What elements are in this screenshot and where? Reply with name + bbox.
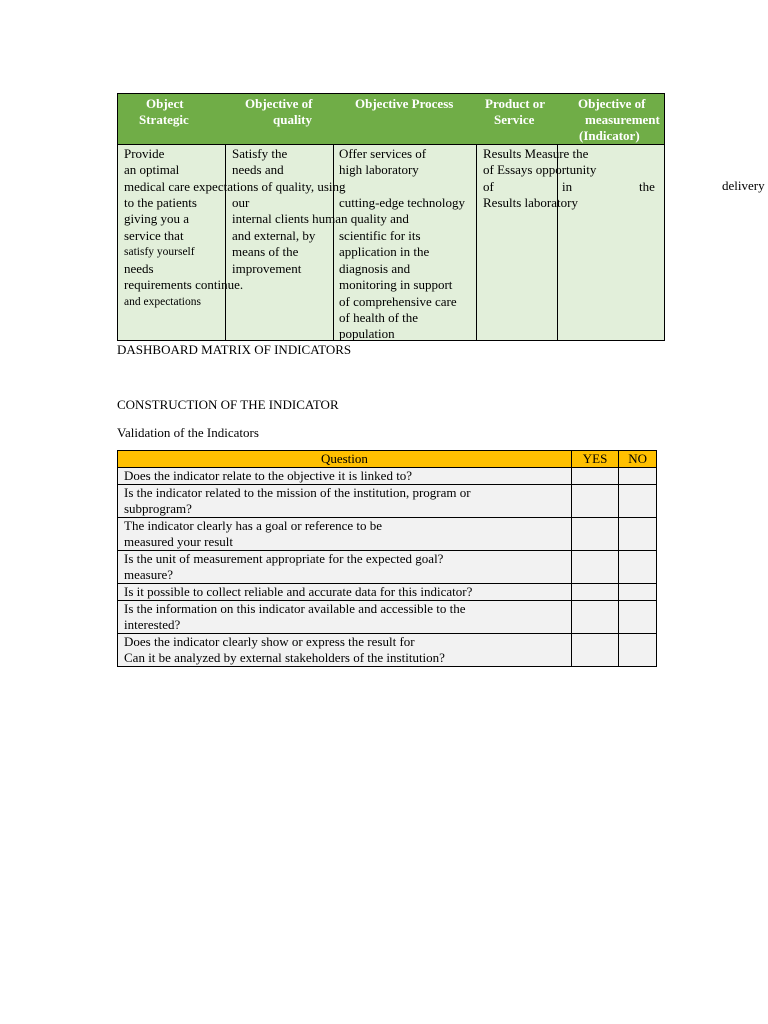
question-line: Can it be analyzed by external stakeholders of the institution? bbox=[124, 650, 445, 665]
question-line: Does the indicator relate to the objective it is linked to? bbox=[124, 468, 413, 483]
question-line: subprogram? bbox=[124, 501, 192, 516]
question-cell bbox=[118, 468, 572, 485]
col1-line: an optimal bbox=[124, 162, 180, 177]
col4-line: of Essays opportunity bbox=[483, 162, 597, 177]
col2-line: and external, by bbox=[232, 228, 316, 243]
question-cell bbox=[118, 584, 572, 601]
header-product-service-1: Product or bbox=[485, 96, 546, 111]
col3-line: population bbox=[339, 326, 395, 341]
no-cell[interactable] bbox=[619, 601, 657, 634]
validation-heading: Validation of the Indicators bbox=[117, 425, 259, 440]
question-cell bbox=[118, 634, 572, 667]
col2-line: means of the bbox=[232, 244, 299, 259]
col3-line: monitoring in support bbox=[339, 277, 453, 292]
dashboard-matrix-heading: DASHBOARD MATRIX OF INDICATORS bbox=[117, 342, 352, 357]
col1-line: requirements continue. bbox=[124, 277, 244, 292]
question-cell bbox=[118, 601, 572, 634]
col1-line: giving you a bbox=[124, 211, 189, 226]
col1-line: and expectations bbox=[124, 296, 201, 308]
question-cell bbox=[118, 518, 572, 551]
question-line: measure? bbox=[124, 567, 174, 582]
col3-line: scientific for its bbox=[339, 228, 421, 243]
construction-heading: CONSTRUCTION OF THE INDICATOR bbox=[117, 397, 339, 412]
validation-table bbox=[117, 450, 657, 667]
col3-line: Offer services of bbox=[339, 146, 427, 161]
header-question: Question bbox=[118, 451, 572, 468]
header-no: NO bbox=[619, 451, 657, 468]
col1-line: satisfy yourself bbox=[124, 246, 195, 258]
col4-line: of bbox=[483, 179, 494, 194]
header-objective-quality-2: quality bbox=[273, 112, 313, 127]
question-line: measured your result bbox=[124, 534, 234, 549]
yes-cell[interactable] bbox=[571, 584, 618, 601]
col4-justified-word: the bbox=[639, 179, 655, 194]
table-row bbox=[118, 485, 657, 518]
col1-line: Provide bbox=[124, 146, 165, 161]
question-cell bbox=[118, 485, 572, 518]
header-product-service-2: Service bbox=[494, 112, 535, 127]
question-line: Is the indicator related to the mission of the institution, program or bbox=[124, 485, 471, 500]
no-cell[interactable] bbox=[619, 584, 657, 601]
header-yes: YES bbox=[571, 451, 618, 468]
header-objective-quality-1: Objective of bbox=[245, 96, 313, 111]
overflow-word-delivery: delivery bbox=[722, 178, 765, 193]
col3-line: cutting-edge technology bbox=[339, 195, 465, 210]
table-row bbox=[118, 601, 657, 634]
column-divider bbox=[225, 144, 226, 341]
question-line: The indicator clearly has a goal or reference to be bbox=[124, 518, 383, 533]
header-object-strategic-2: Strategic bbox=[139, 112, 189, 127]
question-line: Is the unit of measurement appropriate for the expected goal? bbox=[124, 551, 444, 566]
header-objective-process: Objective Process bbox=[355, 96, 454, 111]
col4-justified-word: in bbox=[562, 179, 573, 194]
indicator-matrix-table bbox=[117, 93, 665, 341]
table-row bbox=[118, 518, 657, 551]
col3-line: high laboratory bbox=[339, 162, 419, 177]
table-row bbox=[118, 551, 657, 584]
table-row bbox=[118, 634, 657, 667]
col2-line: Satisfy the bbox=[232, 146, 288, 161]
no-cell[interactable] bbox=[619, 634, 657, 667]
question-line: Is it possible to collect reliable and accurate data for this indicator? bbox=[124, 584, 473, 599]
col1-line: needs bbox=[124, 261, 154, 276]
col2-line: needs and bbox=[232, 162, 284, 177]
header-objective-measurement-3: (Indicator) bbox=[579, 128, 640, 143]
header-objective-measurement-1: Objective of bbox=[578, 96, 646, 111]
no-cell[interactable] bbox=[619, 551, 657, 584]
yes-cell[interactable] bbox=[571, 518, 618, 551]
yes-cell[interactable] bbox=[571, 468, 618, 485]
yes-cell[interactable] bbox=[571, 485, 618, 518]
question-line: interested? bbox=[124, 617, 181, 632]
header-object-strategic-1: Object bbox=[146, 96, 184, 111]
yes-cell[interactable] bbox=[571, 551, 618, 584]
col4-line: Results laboratory bbox=[483, 195, 578, 210]
col1-line: service that bbox=[124, 228, 184, 243]
col3-line: application in the bbox=[339, 244, 430, 259]
col2-line: improvement bbox=[232, 261, 302, 276]
no-cell[interactable] bbox=[619, 518, 657, 551]
col3-line: diagnosis and bbox=[339, 261, 411, 276]
col4-line: Results Measure the bbox=[483, 146, 589, 161]
question-line: Is the information on this indicator available and accessible to the bbox=[124, 601, 466, 616]
table-row bbox=[118, 584, 657, 601]
col2-line: internal clients human quality and bbox=[232, 211, 409, 226]
question-line: Does the indicator clearly show or express the result for bbox=[124, 634, 415, 649]
header-objective-measurement-2: measurement bbox=[585, 112, 660, 127]
column-divider bbox=[333, 144, 334, 341]
col1-line: to the patients bbox=[124, 195, 197, 210]
col3-line: of comprehensive care bbox=[339, 294, 457, 309]
no-cell[interactable] bbox=[619, 468, 657, 485]
col1-line: medical care expectations of quality, using bbox=[124, 179, 346, 194]
question-cell bbox=[118, 551, 572, 584]
yes-cell[interactable] bbox=[571, 601, 618, 634]
no-cell[interactable] bbox=[619, 485, 657, 518]
column-divider bbox=[476, 144, 477, 341]
col3-line: of health of the bbox=[339, 310, 419, 325]
table-row bbox=[118, 468, 657, 485]
validation-header-row bbox=[118, 451, 657, 468]
yes-cell[interactable] bbox=[571, 634, 618, 667]
col2-line: our bbox=[232, 195, 250, 210]
